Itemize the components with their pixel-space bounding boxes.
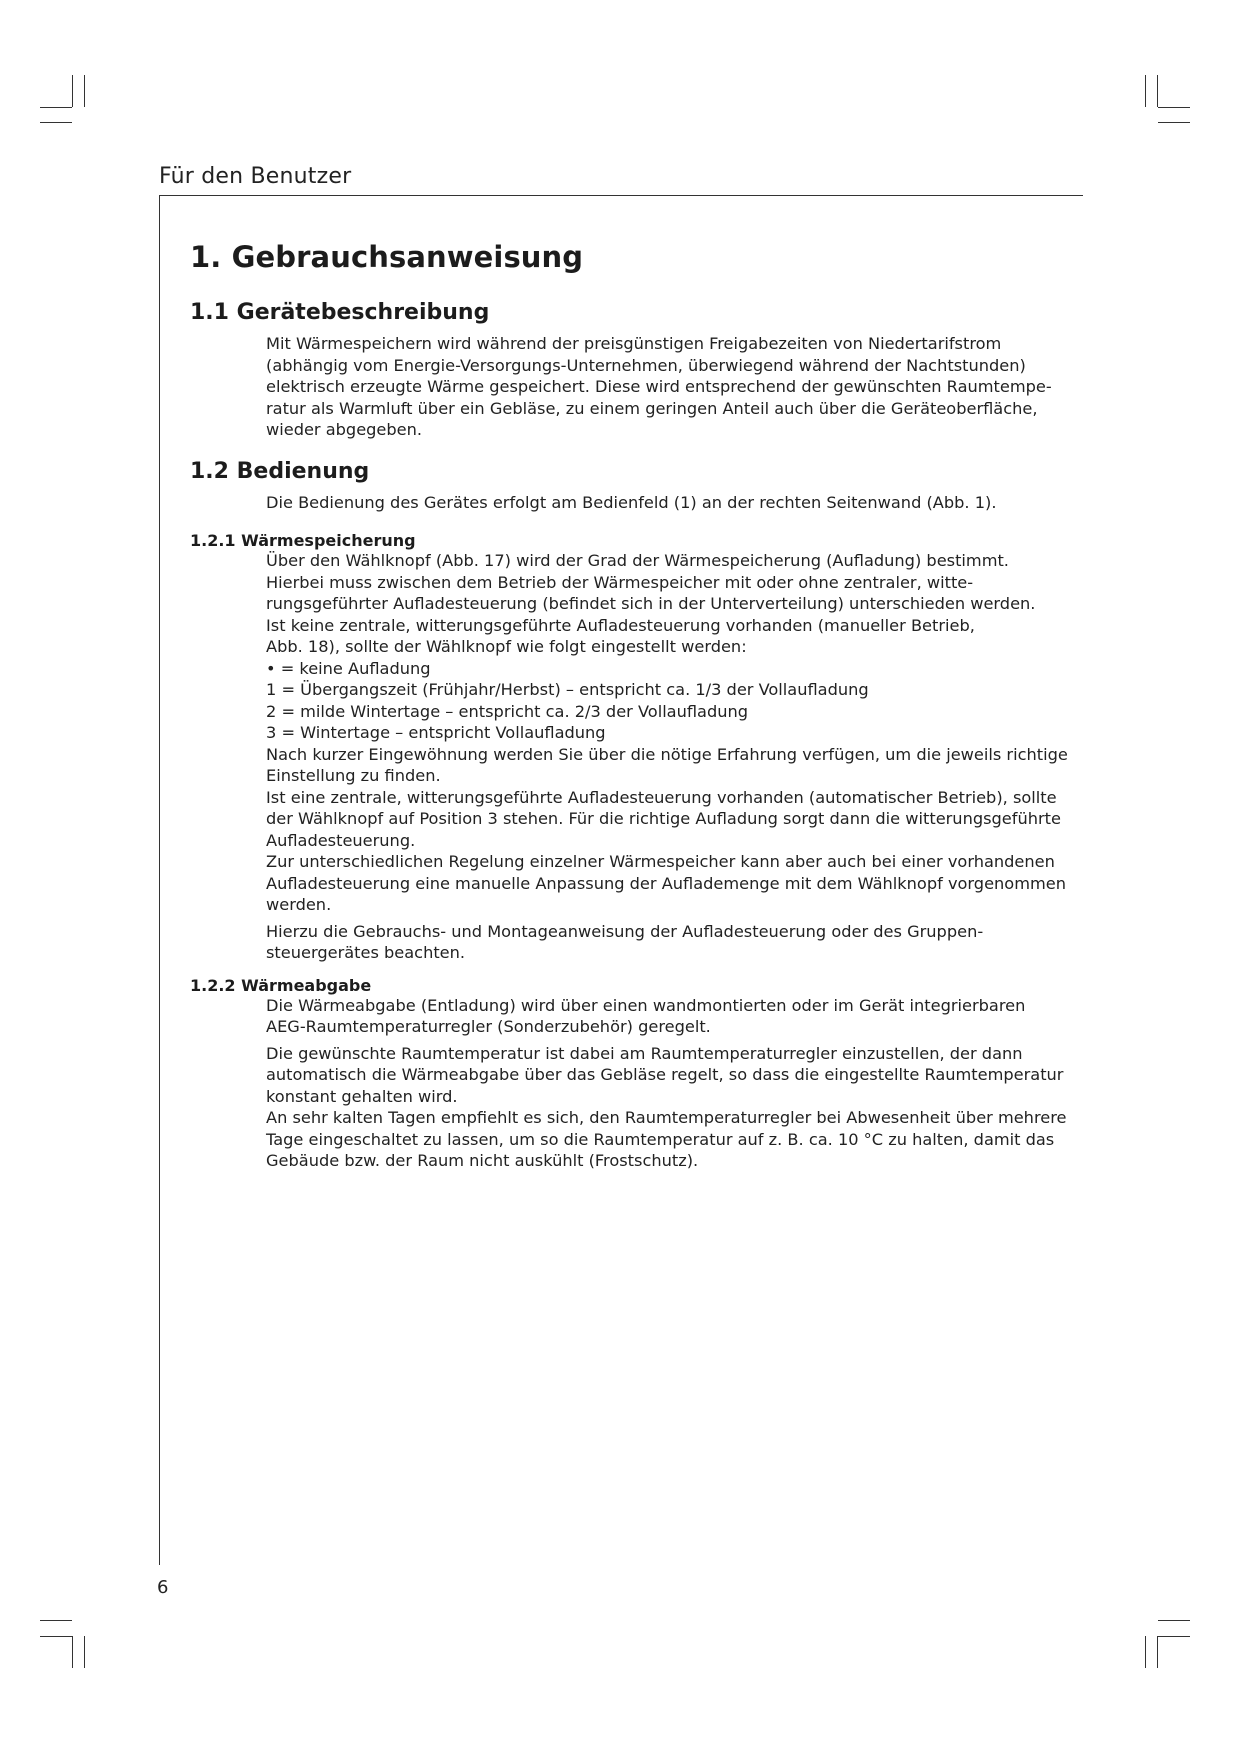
text-line: der Wählknopf auf Position 3 stehen. Für die richtige Aufladung sorgt dann die witterungsgeführte [266, 809, 1061, 828]
text-line: elektrisch erzeugte Wärme gespeichert. Diese wird entsprechend der gewünschten Raumtempe- [266, 377, 1052, 396]
page-number: 6 [157, 1577, 169, 1598]
text-line: ratur als Warmluft über ein Gebläse, zu einem geringen Anteil auch über die Geräteoberfläche, [266, 398, 1038, 418]
section-body-1-2 [266, 492, 1080, 514]
text-line: konstant gehalten wird. [266, 1086, 458, 1106]
list-item: 1 = Übergangszeit (Frühjahr/Herbst) – entspricht ca. 1/3 der Vollaufladung [266, 680, 869, 699]
text-line: Über den Wählknopf (Abb. 17) wird der Grad der Wärmespeicherung (Aufladung) bestimmt. [266, 551, 1009, 570]
text-line: Die Wärmeabgabe (Entladung) wird über einen wandmontierten oder im Gerät integrierbaren [266, 995, 1026, 1015]
text-line: wieder abgegeben. [266, 420, 423, 439]
crop-mark-bottom-left-h2 [40, 1636, 72, 1637]
crop-mark-top-left-v1 [72, 75, 73, 107]
text-line: Gebäude bzw. der Raum nicht auskühlt (Frostschutz). [266, 1151, 699, 1170]
section-title-1-1: 1.1 Gerätebeschreibung [190, 300, 490, 325]
header-rule [159, 195, 1083, 196]
text-line: Ist keine zentrale, witterungsgeführte Aufladesteuerung vorhanden (manueller Betrieb, [266, 615, 975, 635]
subsection-body-1-2-2 [266, 995, 1080, 1172]
list-item: • = keine Aufladung [266, 658, 431, 678]
text-line: Aufladesteuerung eine manuelle Anpassung der Auflademenge mit dem Wählknopf vorgenommen [266, 873, 1066, 893]
text-line: Die Bedienung des Gerätes erfolgt am Bedienfeld (1) an der rechten Seitenwand (Abb. 1). [266, 492, 997, 512]
text-line: Zur unterschiedlichen Regelung einzelner Wärmespeicher kann aber auch bei einer vorhandenen [266, 852, 1055, 871]
text-line: Abb. 18), sollte der Wählknopf wie folgt eingestellt werden: [266, 637, 747, 656]
crop-mark-bottom-right-h1 [1158, 1620, 1190, 1621]
text-line: steuergerätes beachten. [266, 943, 466, 962]
crop-mark-bottom-left-h1 [40, 1620, 72, 1621]
text-line: rungsgeführter Aufladesteuerung (befindet sich in der Unterverteilung) unterschieden werden. [266, 594, 1036, 613]
text-line: Aufladesteuerung. [266, 830, 416, 850]
text-line: Tage eingeschaltet zu lassen, um so die Raumtemperatur auf z. B. ca. 10 °C zu halten, damit das [266, 1129, 1055, 1149]
page-content [190, 240, 1080, 1172]
crop-mark-top-left-h2 [40, 107, 72, 108]
subsection-title-1-2-1: 1.2.1 Wärmespeicherung [190, 531, 416, 550]
left-margin-rule [159, 195, 160, 1565]
text-line: AEG-Raumtemperaturregler (Sonderzubehör) geregelt. [266, 1017, 711, 1036]
text-line: Hierbei muss zwischen dem Betrieb der Wärmespeicher mit oder ohne zentraler, witte- [266, 572, 974, 592]
crop-mark-top-right-h2 [1158, 122, 1190, 123]
crop-mark-bottom-right-h2 [1158, 1636, 1190, 1637]
subsection-title-1-2-2: 1.2.2 Wärmeabgabe [190, 975, 372, 995]
text-line: (abhängig vom Energie-Versorgungs-Unternehmen, überwiegend während der Nachtstunden) [266, 355, 1026, 375]
crop-mark-bottom-left-v1 [72, 1636, 73, 1668]
text-line: automatisch die Wärmeabgabe über das Gebläse regelt, so dass die eingestellte Raumtemperatur [266, 1065, 1064, 1084]
text-line: An sehr kalten Tagen empfiehlt es sich, den Raumtemperaturregler bei Abwesenheit über mehrere [266, 1108, 1067, 1127]
text-line: Mit Wärmespeichern wird während der preisgünstigen Freigabezeiten von Niedertarifstrom [266, 334, 1002, 353]
crop-mark-top-right-h1 [1158, 107, 1190, 108]
text-line: Hierzu die Gebrauchs- und Montageanweisung der Aufladesteuerung oder des Gruppen- [266, 921, 984, 941]
text-line: Die gewünschte Raumtemperatur ist dabei am Raumtemperaturregler einzustellen, der dann [266, 1043, 1023, 1063]
crop-mark-bottom-left-v2 [84, 1636, 85, 1668]
running-head: Für den Benutzer [159, 164, 352, 189]
list-item: 2 = milde Wintertage – entspricht ca. 2/3 der Vollaufladung [266, 701, 749, 721]
list-item: 3 = Wintertage – entspricht Vollaufladung [266, 723, 606, 742]
text-line: werden. [266, 895, 332, 914]
crop-mark-bottom-right-v2 [1157, 1636, 1158, 1668]
section-title-1-2: 1.2 Bedienung [190, 458, 370, 484]
chapter-title: 1. Gebrauchsanweisung [190, 240, 584, 274]
text-line: Nach kurzer Eingewöhnung werden Sie über die nötige Erfahrung verfügen, um die jeweils richtige [266, 744, 1068, 764]
crop-mark-bottom-right-v1 [1145, 1636, 1146, 1668]
text-line: Ist eine zentrale, witterungsgeführte Aufladesteuerung vorhanden (automatischer Betrieb), sollte [266, 787, 1057, 807]
crop-mark-top-left-h [40, 122, 72, 123]
text-line: Einstellung zu finden. [266, 766, 441, 785]
section-body-1-1 [266, 333, 1080, 441]
subsection-body-1-2-1 [266, 550, 1080, 964]
crop-mark-top-right-v2 [1157, 75, 1158, 107]
crop-mark-top-left-v2 [84, 75, 85, 107]
crop-mark-top-right-v1 [1145, 75, 1146, 107]
